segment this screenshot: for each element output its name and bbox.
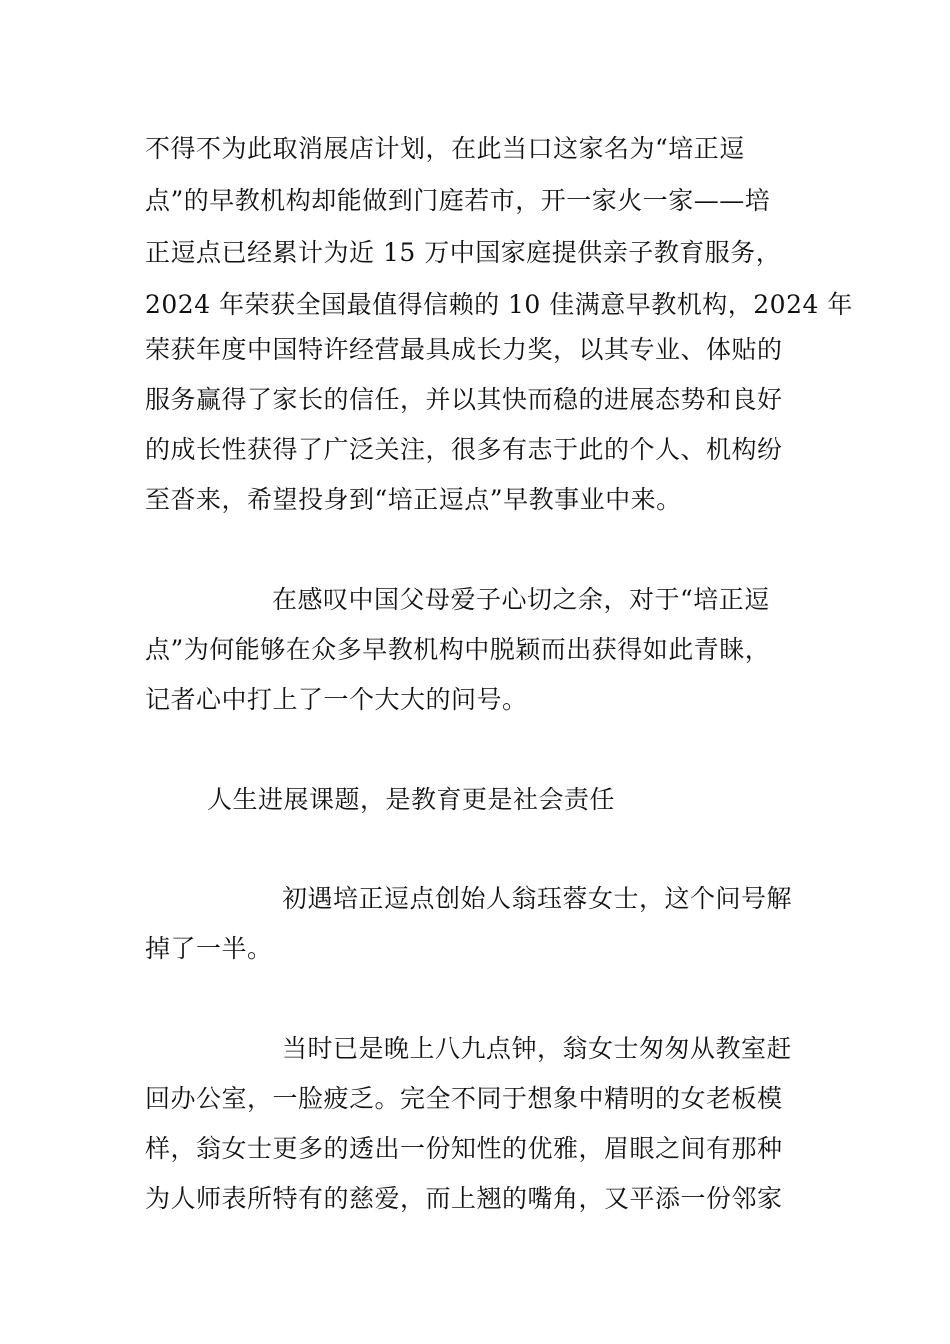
section-heading: 人生进展课题，是教育更是社会责任 bbox=[207, 785, 616, 814]
paragraph-2-line-3: 记者心中打上了一个大大的问号。 bbox=[145, 685, 528, 714]
paragraph-1-line-6: 服务赢得了家长的信任，并以其快而稳的进展态势和良好 bbox=[145, 385, 783, 414]
paragraph-2-line-1: 在感叹中国父母爱子心切之余，对于“培正逗 bbox=[272, 585, 770, 614]
paragraph-1-line-1: 不得不为此取消展店计划，在此当口这家名为“培正逗 bbox=[145, 134, 745, 163]
paragraph-1-line-7: 的成长性获得了广泛关注，很多有志于此的个人、机构纷 bbox=[145, 435, 783, 464]
paragraph-1-line-5: 荣获年度中国特许经营最具成长力奖，以其专业、体贴的 bbox=[145, 335, 783, 364]
paragraph-1-line-2: 点”的早教机构却能做到门庭若市，开一家火一家——培 bbox=[145, 186, 771, 215]
paragraph-4-line-1: 当时已是晚上八九点钟，翁女士匆匆从教室赶 bbox=[282, 1034, 793, 1063]
paragraph-1-line-8: 至沓来，希望投身到“培正逗点”早教事业中来。 bbox=[145, 485, 682, 514]
paragraph-1-line-4: 2024 年荣获全国最值得信赖的 10 佳满意早教机构，2024 年 bbox=[145, 290, 853, 319]
paragraph-2-line-2: 点”为何能够在众多早教机构中脱颖而出获得如此青睐， bbox=[145, 635, 771, 664]
paragraph-4-line-4: 为人师表所特有的慈爱，而上翘的嘴角，又平添一份邻家 bbox=[145, 1184, 783, 1213]
paragraph-4-line-2: 回办公室，一脸疲乏。完全不同于想象中精明的女老板模 bbox=[145, 1084, 783, 1113]
paragraph-1-line-3: 正逗点已经累计为近 15 万中国家庭提供亲子教育服务， bbox=[145, 238, 782, 267]
paragraph-4-line-3: 样，翁女士更多的透出一份知性的优雅，眉眼之间有那种 bbox=[145, 1134, 783, 1163]
paragraph-3-line-1: 初遇培正逗点创始人翁珏蓉女士，这个问号解 bbox=[282, 884, 793, 913]
paragraph-3-line-2: 掉了一半。 bbox=[145, 934, 273, 963]
